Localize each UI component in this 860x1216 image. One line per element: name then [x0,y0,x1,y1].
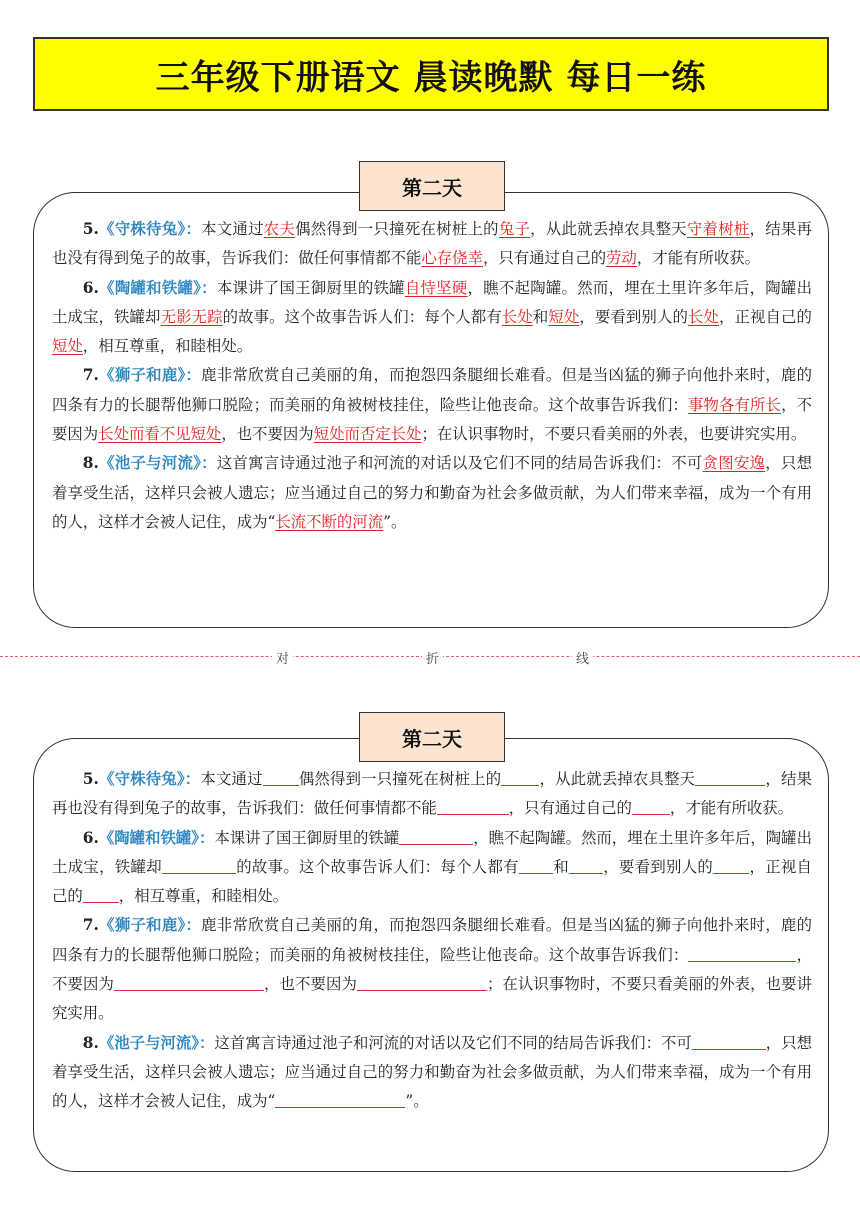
text-run: ，才能有所收获。 [669,799,794,818]
page-title: 三年级下册语文 晨读晚默 每日一练 [155,57,707,98]
answer-blank[interactable] [357,975,487,991]
answer-text-run: 农夫 [263,220,296,238]
text-run: ，不要因为 [52,945,812,994]
answer-blank[interactable] [519,858,553,874]
text-run: 鹿非常欣赏自己美丽的角，而抱怨四条腿细长难看。但是当凶猛的狮子向他扑来时，鹿的四条有力的长腿帮他狮口脱险；而美丽的角被树枝挂住，险些让他丧命。这个故事告诉我们： [52,366,812,414]
text-run: 这首寓言诗通过池子和河流的对话以及它们不同的结局告诉我们：不可 [214,1033,692,1052]
lesson-title: 《狮子和鹿》： [98,916,202,935]
text-run: ”。 [405,1092,429,1111]
lesson-title: 《守株待兔》： [98,220,202,238]
lesson-title: 《陶罐和铁罐》： [98,278,217,297]
text-run: 本课讲了国王御厨里的铁罐 [214,828,400,847]
answer-text-run: 事物各有所长 [687,395,782,414]
item-number: 7. [82,366,99,385]
text-run: 和 [552,857,569,876]
answer-text-run: 短处而否定长处 [313,425,422,444]
text-run: 本文通过 [201,220,264,238]
item-number: 7. [82,916,99,935]
text-run: ，正视自己的 [719,307,812,326]
title-banner [33,37,829,111]
item-number: 8. [82,454,99,473]
text-run: ，也不要因为 [221,425,314,444]
text-run: ，相互尊重，和睦相处。 [118,887,289,906]
answer-text-run: 无影无踪 [160,307,223,326]
text-run: 和 [532,307,549,326]
text-run: ，瞧不起陶罐。然而，埋在土里许多年后，陶罐出土成宝，铁罐却 [52,828,812,876]
answer-text-run: 自恃坚硬 [404,278,468,297]
fold-label: 线 [572,648,593,667]
answer-blank[interactable] [632,799,670,815]
text-run: ，正视自己的 [52,857,812,906]
answer-text-run: 心存侥幸 [421,249,483,268]
answer-text [52,215,812,537]
text-run: 本文通过 [200,770,263,788]
item-5 [52,215,812,274]
answer-blank[interactable] [569,858,603,874]
item-7 [52,911,812,1028]
item-number: 5. [82,770,99,788]
text-run: 偶然得到一只撞死在树桩上的 [295,220,499,238]
answer-blank[interactable] [501,770,539,786]
text-run: ，从此就丢掉农具整天 [539,770,696,788]
text-run: ，也不要因为 [263,975,357,994]
answer-blank[interactable] [692,1033,766,1049]
answer-text-run: 长处而看不见短处 [98,425,222,444]
item-number: 6. [82,278,99,297]
item-6 [52,824,812,912]
answer-blank[interactable] [83,887,119,903]
item-8 [52,449,812,537]
text-run: ，只想着享受生活，这样只会被人遗忘；应当通过自己的努力和勤奋为社会多做贡献，为人们带来幸福，成为一个有用的人，这样才会被人记住，成为“ [52,1033,812,1111]
text-run: 这首寓言诗通过池子和河流的对话以及它们不同的结局告诉我们：不可 [216,454,703,473]
answer-text-run: 短处 [548,307,580,326]
item-number: 5. [82,220,99,238]
answer-text-run: 长处 [501,307,533,326]
answer-blank[interactable] [263,770,299,786]
text-run: ，才能有所收获。 [636,249,761,268]
lesson-title: 《池子与河流》： [98,454,217,473]
answer-text-run: 贪图安逸 [702,454,766,473]
lesson-title: 《守株待兔》： [98,770,201,788]
answer-text-run: 守着树桩 [686,220,750,238]
text-run: 鹿非常欣赏自己美丽的角，而抱怨四条腿细长难看。但是当凶猛的狮子向他扑来时，鹿的四条有力的长腿帮他狮口脱险；而美丽的角被树枝挂住，险些让他丧命。这个故事告诉我们： [52,916,812,964]
text-run: ；在认识事物时，不要只看美丽的外表，也要讲究实用。 [52,975,812,1023]
answer-blank[interactable] [437,799,509,815]
text-run: 的故事。这个故事告诉人们：每个人都有 [222,307,502,326]
answer-blank[interactable] [399,828,473,844]
answer-blank[interactable] [114,975,264,991]
text-run: ，结果再也没有得到兔子的故事，告诉我们：做任何事情都不能 [52,220,812,268]
lesson-title: 《狮子和鹿》： [98,366,202,385]
text-run: ，只有通过自己的 [508,799,632,818]
answer-blank[interactable] [162,858,236,874]
answer-blank[interactable] [713,858,749,874]
text-run: ，结果再也没有得到兔子的故事，告诉我们：做任何事情都不能 [52,770,812,818]
text-run: ；在认识事物时，不要只看美丽的外表，也要讲究实用。 [421,425,807,444]
answer-text-run: 劳动 [606,249,637,268]
lesson-title: 《池子与河流》： [98,1033,215,1052]
exercise-card [33,738,829,1172]
answer-text-run: 长流不断的河流 [275,512,384,531]
item-8 [52,1029,812,1117]
answer-blank[interactable] [695,770,765,786]
text-run: ，不要因为 [52,395,812,444]
day-label: 第二天 [359,712,505,762]
answer-blank[interactable] [275,1092,405,1108]
fold-label: 折 [422,648,443,667]
answer-blank[interactable] [688,945,796,961]
text-run: ，相互尊重，和睦相处。 [82,337,253,356]
item-number: 8. [82,1033,99,1052]
lesson-title: 《陶罐和铁罐》： [98,828,215,847]
exercise-text [52,765,812,1117]
text-run: 的故事。这个故事告诉人们：每个人都有 [235,857,519,876]
text-run: ，瞧不起陶罐。然而，埋在土里许多年后，陶罐出土成宝，铁罐却 [52,278,812,326]
text-run: 偶然得到一只撞死在树桩上的 [298,770,502,788]
fold-label: 对 [272,648,293,667]
item-6 [52,274,812,362]
item-5 [52,765,812,824]
text-run: 本课讲了国王御厨里的铁罐 [216,278,405,297]
text-run: ，要看到别人的 [579,307,688,326]
text-run: ，只想着享受生活，这样只会被人遗忘；应当通过自己的努力和勤奋为社会多做贡献，为人们带来幸福，成为一个有用的人，这样才会被人记住，成为“ [52,454,812,531]
answer-text-run: 短处 [52,337,83,356]
text-run: ，只有通过自己的 [482,249,607,268]
answer-text-run: 长处 [687,307,719,326]
answer-card [33,192,829,628]
item-number: 6. [82,828,99,847]
text-run: ，要看到别人的 [602,857,714,876]
day-label: 第二天 [359,161,505,211]
answer-text-run: 兔子 [498,220,531,238]
text-run: ”。 [383,512,407,531]
text-run: ，从此就丢掉农具整天 [530,220,687,238]
item-7 [52,361,812,449]
